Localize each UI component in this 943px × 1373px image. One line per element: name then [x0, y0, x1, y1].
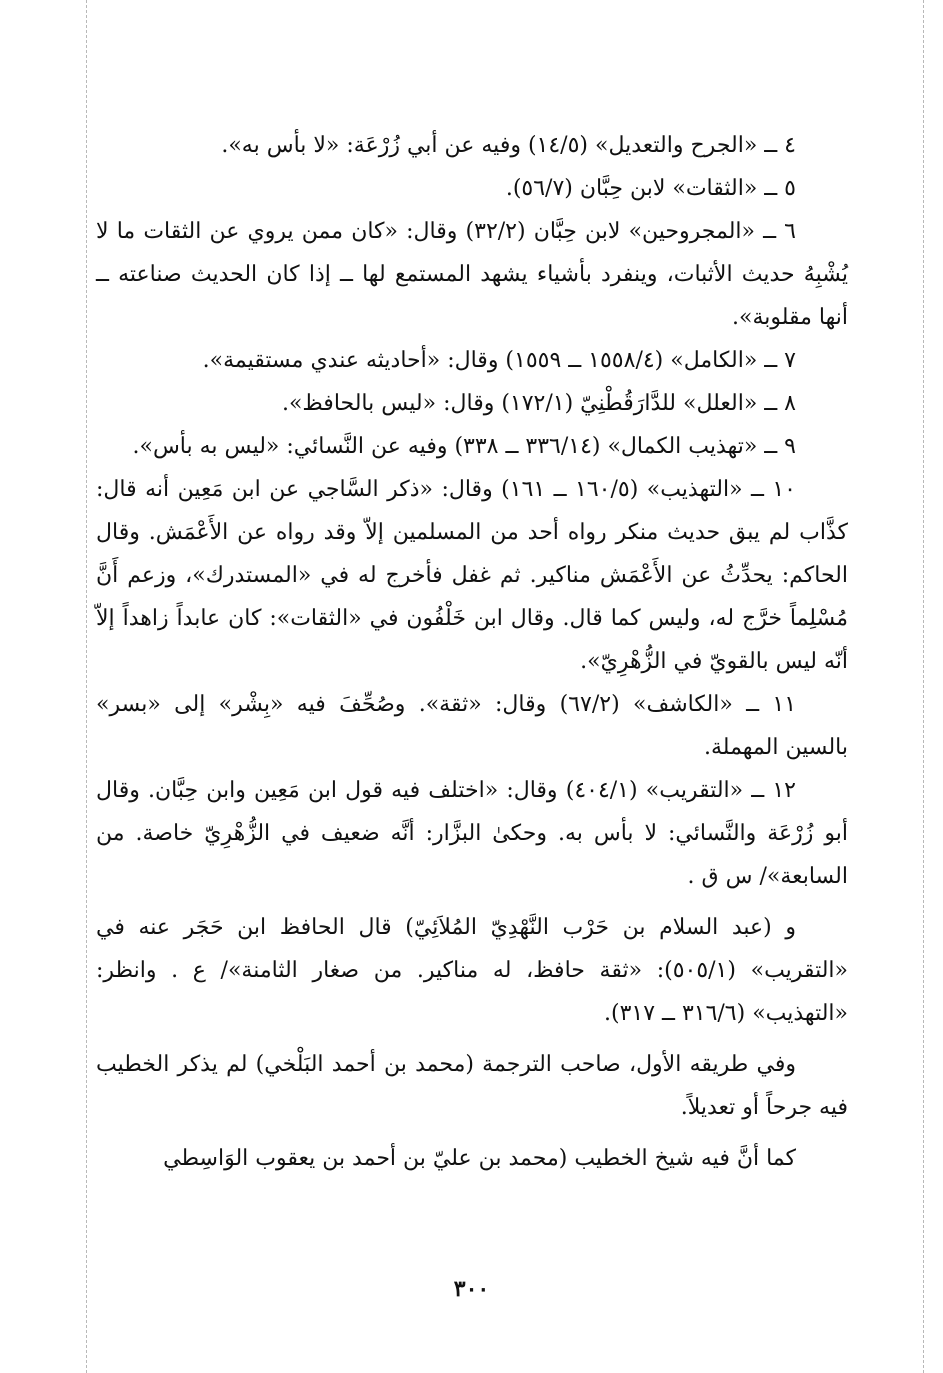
page-text	[96, 124, 848, 1180]
paragraph-khatib-shaykh: كما أنَّ فيه شيخ الخطيب (محمد بن عليّ بن أحمد بن يعقوب الوَاسِطي	[163, 1146, 796, 1171]
footnote-6: ٦ ــ «المجروحين» لابن حِبَّان (٣٢/٢) وقال: «كان ممن يروي عن الثقات ما لا يُشْبِهُ حديث الأثبات، وينفرد بأشياء يشهد المستمع لها ــ إذا كان الحديث صناعته ــ أنها مقلوبة».	[96, 219, 848, 330]
footnote-11: ١١ ــ «الكاشف» (٦٧/٢) وقال: «ثقة». وصُحِّفَ فيه «بِشْر» إلى «بسر» بالسين المهملة.	[96, 692, 848, 760]
footnote-9: ٩ ــ «تهذيب الكمال» (٣٣٦/١٤ ــ ٣٣٨) وفيه عن النَّسائي: «ليس به بأس».	[132, 434, 796, 459]
paragraph-first-chain: وفي طريقه الأول، صاحب الترجمة (محمد بن أحمد البَلْخي) لم يذكر الخطيب فيه جرحاً أو تعديلاً.	[96, 1052, 848, 1120]
right-margin-guide	[923, 0, 924, 1373]
footnote-4: ٤ ــ «الجرح والتعديل» (١٤/٥) وفيه عن أبي زُرْعَة: «لا بأس به».	[221, 133, 796, 158]
footnote-7: ٧ ــ «الكامل» (١٥٥٨/٤ ــ ١٥٥٩) وقال: «أحاديثه عندي مستقيمة».	[202, 348, 796, 373]
footnote-10: ١٠ ــ «التهذيب» (١٦٠/٥ ــ ١٦١) وقال: «ذكر السَّاجي عن ابن مَعِين أنه قال: كذَّاب لم يبق حديث منكر رواه أحد من المسلمين إلاّ وقد رواه عن الأَعْمَش. وقال الحاكم: يحدِّثُ عن الأَعْمَش مناكير. ثم غفل فأخرج له في «المستدرك»، وزعم أَنَّ مُسْلِماً خرَّج له، وليس كما قال. وقال ابن خَلْفُون في «الثقات»: كان عابداً زاهداً إلاّ أنّه ليس بالقويّ في الزُّهْرِيّ».	[96, 477, 848, 674]
left-margin-guide	[86, 0, 87, 1373]
paragraph-abd-al-salam: و (عبد السلام بن حَرْب النَّهْدِيّ المُلاَئِيّ) قال الحافظ ابن حَجَر عنه في «التقريب» (٥٠٥/١): «ثقة حافظ، له مناكير. من صغار الثامنة»/ ع . وانظر: «التهذيب» (٣١٦/٦ ــ ٣١٧).	[96, 915, 848, 1026]
footnote-12: ١٢ ــ «التقريب» (٤٠٤/١) وقال: «اختلف فيه قول ابن مَعِين وابن حِبَّان. وقال أبو زُرْعَة والنَّسائي: لا بأس به. وحكىٰ البزَّار: أنَّه ضعيف في الزُّهْرِيّ خاصة. من السابعة»/ س ق .	[96, 778, 848, 889]
footnote-5: ٥ ــ «الثقات» لابن حِبَّان (٥٦/٧).	[505, 176, 796, 201]
footnote-8: ٨ ــ «العلل» للدَّارَقُطْنِيّ (١٧٢/١) وقال: «ليس بالحافظ».	[281, 391, 796, 416]
page-number: ٣٠٠	[453, 1276, 490, 1302]
